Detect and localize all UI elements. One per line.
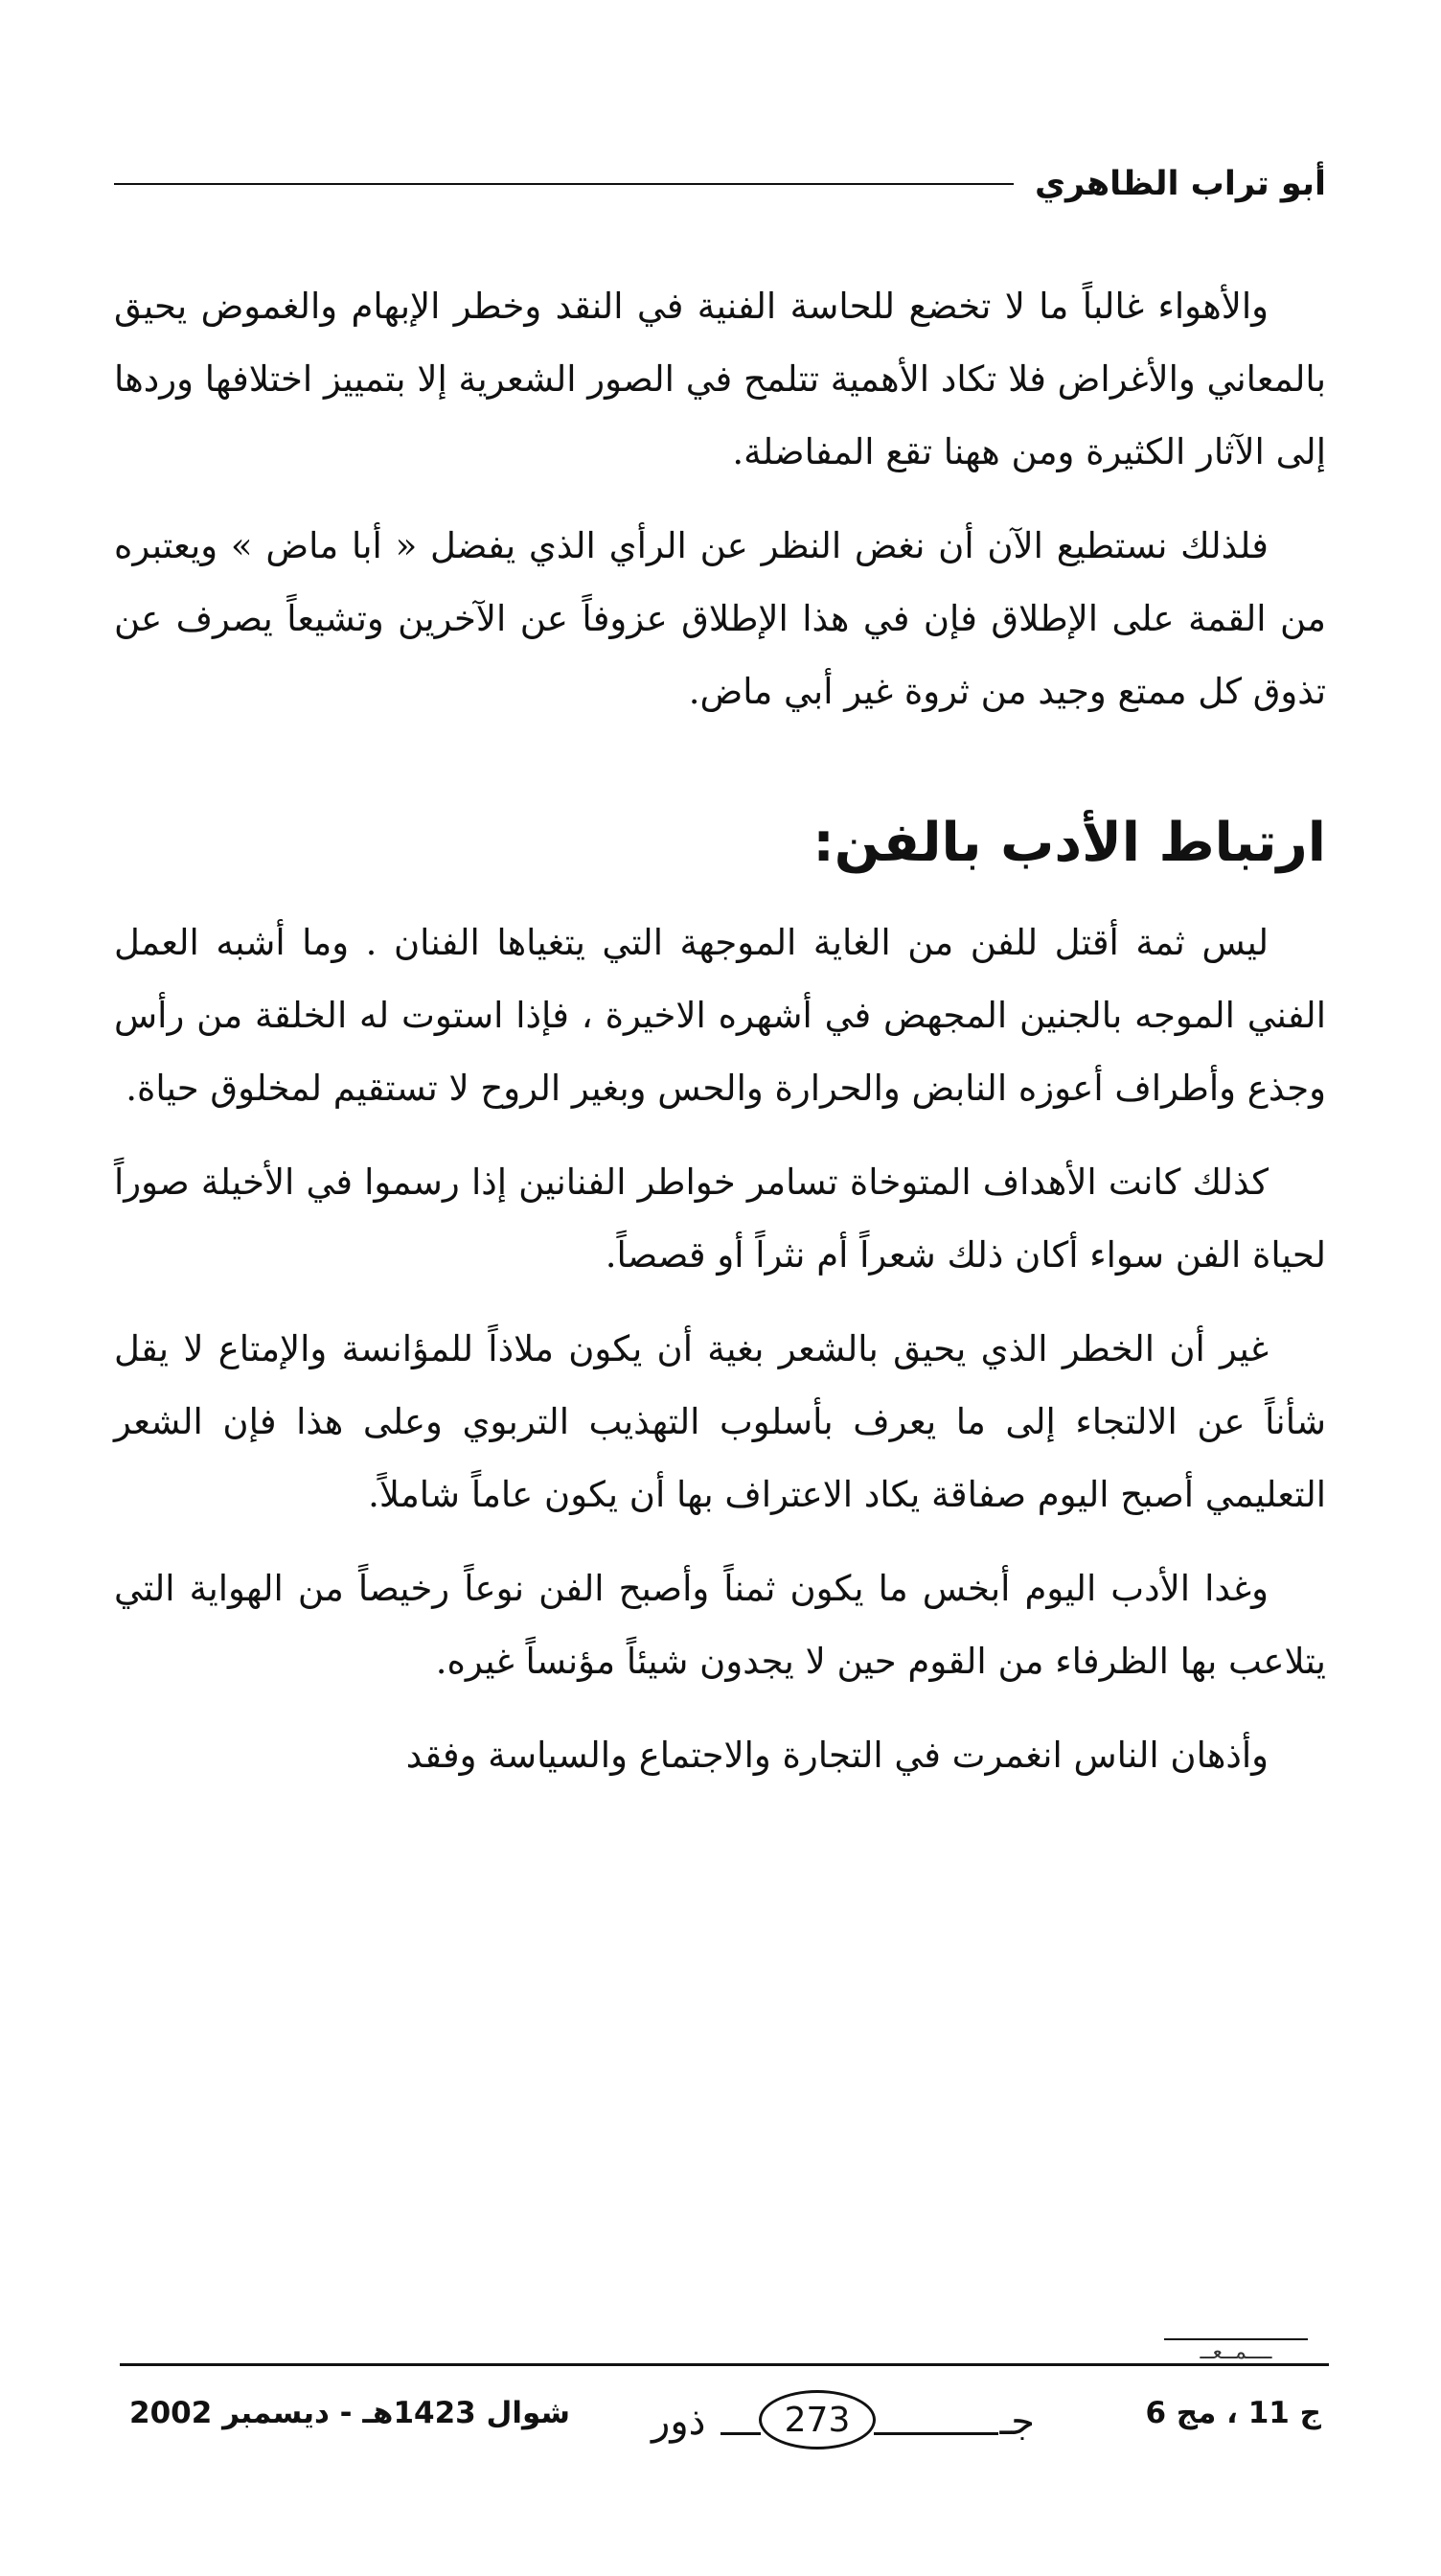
paragraph-2: فلذلك نستطيع الآن أن نغض النظر عن الرأي الذي يفضل « أبا ماض » ويعتبره من القمة على الإطلاق فإن في هذا الإطلاق عزوفاً عن الآخرين وتشيعاً يصرف عن تذوق كل ممتع وجيد من ثروة غير أبي ماض.: [114, 525, 1326, 712]
paragraph-1: والأهواء غالباً ما لا تخضع للحاسة الفنية في النقد وخطر الإبهام والغموض يحيق بالمعاني والأغراض فلا تكاد الأهمية تتلمح في الصور الشعرية إلا بتمييز اختلافها وردها إلى الآثار الكثيرة ومن ههنا تقع المفاضلة.: [114, 286, 1326, 472]
footer-rule: [120, 2363, 1329, 2366]
running-header: [114, 155, 1326, 213]
section-paragraph-2: كذلك كانت الأهداف المتوخاة تسامر خواطر الفنانين إذا رسموا في الأخيلة صوراً لحياة الفن سواء أكان ذلك شعراً أم نثراً أو قصصاً.: [114, 1162, 1326, 1276]
header-author: أبو تراب الظاهري: [1034, 165, 1326, 203]
page-footer: [120, 2379, 1329, 2465]
catchword: ــــمــعــ: [1164, 2338, 1308, 2364]
body-text: [114, 270, 1326, 1813]
footer-issue: ج 11 ، مج 6: [1145, 2396, 1321, 2430]
page-number: 273: [759, 2390, 876, 2450]
section-paragraph-1: ليس ثمة أقتل للفن من الغاية الموجهة التي يتغياها الفنان . وما أشبه العمل الفني الموجه بالجنين المجهض في أشهره الاخيرة ، فإذا استوت له الخلقة من رأس وجذع وأطراف أعوزه النابض والحرارة والحس وبغير الروح لا تستقيم لمخلوق حياة.: [114, 922, 1326, 1109]
section-paragraph-3: غير أن الخطر الذي يحيق بالشعر بغية أن يكون ملاذاً للمؤانسة والإمتاع لا يقل شأناً عن الالتجاء إلى ما يعرف بأسلوب التهذيب التربوي وعلى هذا فإن الشعر التعليمي أصبح اليوم صفاقة يكاد الاعتراف بها أن يكون عاماً شاملاً.: [114, 1328, 1326, 1515]
section-paragraph-4: وغدا الأدب اليوم أبخس ما يكون ثمناً وأصبح الفن نوعاً رخيصاً من الهواية التي يتلاعب بها الظرفاء من القوم حين لا يجدون شيئاً مؤنساً غيره.: [114, 1568, 1326, 1682]
journal-logo-line-right: [874, 2432, 998, 2435]
header-rule: [114, 183, 1014, 185]
journal-logo-line-left: [720, 2432, 761, 2435]
footer-date: شوال 1423هـ - ديسمبر 2002: [129, 2396, 570, 2430]
journal-logo-text-right: جـ: [999, 2400, 1035, 2444]
section-paragraph-5: وأذهان الناس انغمرت في التجارة والاجتماع والسياسة وفقد: [405, 1735, 1269, 1776]
journal-logo-text-left: ذور: [652, 2400, 706, 2444]
section-heading: ارتباط الأدب بالفن:: [812, 812, 1326, 874]
journal-logo: [652, 2379, 1054, 2465]
